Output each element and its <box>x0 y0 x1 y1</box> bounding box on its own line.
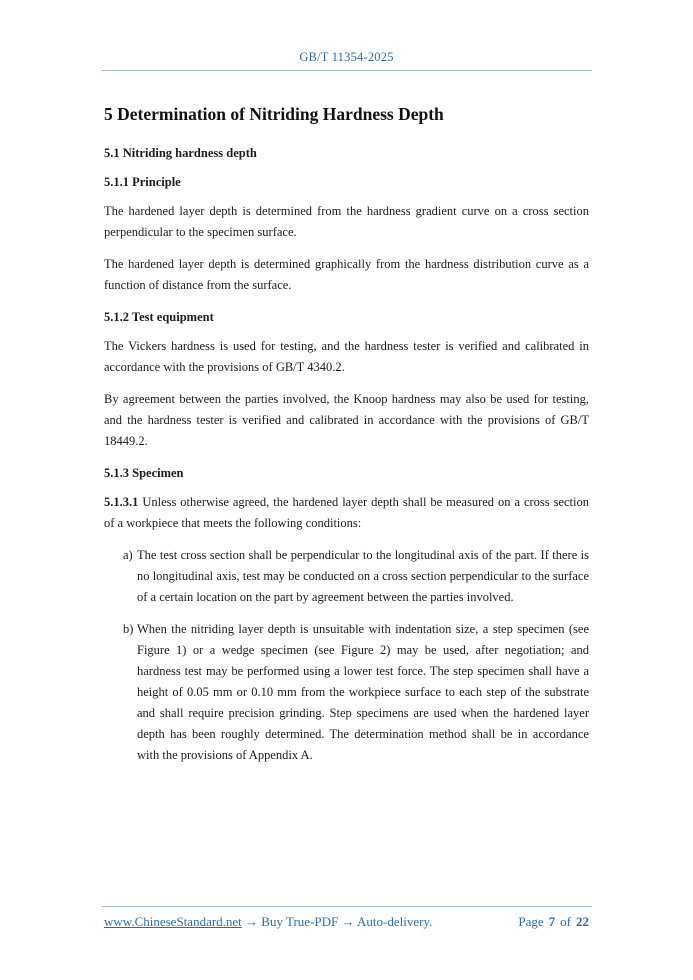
list-marker-a: a) <box>123 548 133 562</box>
paragraph-equipment-1: The Vickers hardness is used for testing, and the hardness tester is verified and calibrated in accordance with the provisions of GB/T 4340.2. <box>104 339 589 374</box>
page-total: 22 <box>576 914 589 929</box>
list-text-a: The test cross section shall be perpendicular to the longitudinal axis of the part. If there is no longitudinal axis, test may be conducted on a cross section perpendicular to the surface of a certain location on the part by agreement between the parties involved. <box>137 548 589 604</box>
paragraph-principle-1: The hardened layer depth is determined from the hardness gradient curve on a cross section perpendicular to the specimen surface. <box>104 204 589 239</box>
list-item-b <box>104 619 589 766</box>
footer-divider <box>102 906 592 907</box>
page-current: 7 <box>548 914 556 929</box>
list-text-b: When the nitriding layer depth is unsuitable with indentation size, a step specimen (see Figure 1) or a wedge specimen (see Figure 2) may be used, after negotiation; and hardness test may be performed using a lower test force. The step specimen shall have a height of 0.05 mm or 0.10 mm from the workpiece surface to each step of the substrate and shall require precision grinding. Step specimens are used when the hardened layer depth has been roughly determined. The determination method shall be in accordance with the provisions of Appendix A. <box>137 622 589 762</box>
paragraph-specimen-intro <box>104 492 589 534</box>
clause-number-label: 5.1.3.1 <box>104 495 139 509</box>
footer-left <box>104 914 432 930</box>
paragraph-principle-2: The hardened layer depth is determined graphically from the hardness distribution curve as a function of distance from the surface. <box>104 257 589 292</box>
footer <box>104 914 589 930</box>
page-label: Page <box>518 914 544 929</box>
header-doc-number: GB/T 11354-2025 <box>299 50 394 64</box>
page-of-label: of <box>560 914 571 929</box>
subsection-heading-5-1-1: 5.1.1 Principle <box>104 175 181 189</box>
website-link[interactable]: www.ChineseStandard.net <box>104 914 242 929</box>
list-marker-b: b) <box>123 622 134 636</box>
list-item-a <box>104 545 589 608</box>
subsection-heading-5-1-2: 5.1.2 Test equipment <box>104 310 214 324</box>
subsection-heading-5-1: 5.1 Nitriding hardness depth <box>104 146 257 160</box>
footer-tagline: → Buy True-PDF → Auto-delivery. <box>241 914 433 929</box>
clause-text: Unless otherwise agreed, the hardened layer depth shall be measured on a cross section of a workpiece that meets the following conditions: <box>104 495 589 530</box>
header-divider <box>102 70 592 71</box>
paragraph-equipment-2: By agreement between the parties involved, the Knoop hardness may also be used for testing, and the hardness tester is verified and calibrated in accordance with the provisions of GB/T 18449.2. <box>104 392 589 448</box>
document-body <box>104 103 589 766</box>
subsection-heading-5-1-3: 5.1.3 Specimen <box>104 466 184 480</box>
section-heading: 5 Determination of Nitriding Hardness Depth <box>104 104 444 124</box>
page-indicator <box>518 914 589 930</box>
